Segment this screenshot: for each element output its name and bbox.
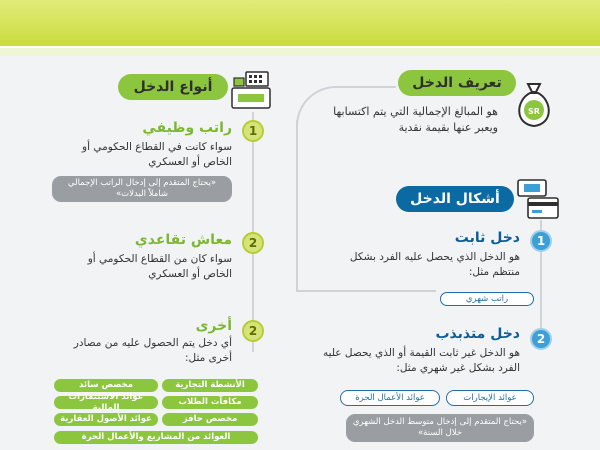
types-item-2-text: سواء كان من القطاع الحكومي أو الخاص أو العسكري — [87, 253, 232, 280]
forms-tag-monthly-salary: راتب شهري — [440, 292, 534, 306]
types-number-2: 2 — [242, 232, 264, 254]
forms-connector-1 — [296, 290, 436, 292]
bag-label: SR — [528, 107, 540, 116]
connector-line — [296, 120, 298, 290]
top-strip — [0, 48, 600, 56]
forms-item-1-text: هو الدخل الذي يحصل عليه الفرد بشكل منتظم مثل: — [349, 251, 520, 278]
forms-tag-rents: عوائد الإيجارات — [446, 390, 534, 406]
types-item-2-title: معاش تقاعدي — [134, 232, 232, 248]
types-tag-projects: العوائد من المشاريع والأعمال الحرة — [54, 431, 258, 444]
top-banner — [0, 0, 600, 52]
types-number-1: 1 — [242, 120, 264, 142]
definition-text: هو المبالغ الإجمالية التي يتم اكتسابها ويعبر عنها بقيمة نقدية — [333, 105, 498, 134]
forms-item-2-note: «يحتاج المتقدم إلى إدخال متوسط الدخل الشهري خلال السنة» — [346, 414, 534, 442]
forms-item-2-title: دخل متذبذب — [435, 326, 520, 342]
types-tag-students: مكافآت الطلاب — [162, 396, 258, 409]
types-number-3: 2 — [242, 320, 264, 342]
types-tag-realestate: عوائد الأصول العقارية — [54, 413, 158, 426]
forms-number-2: 2 — [530, 328, 552, 350]
types-item-1-title: راتب وظيفي — [142, 120, 232, 136]
money-bag-icon — [506, 76, 562, 132]
definition-heading-label: تعريف الدخل — [412, 75, 502, 91]
forms-item-2-text: هو الدخل غير ثابت القيمة أو الذي يحصل عليه الفرد بشكل غير شهري مثل: — [323, 347, 520, 374]
types-tag-hafiz: مخصص حافز — [162, 413, 258, 426]
types-item-3-text: أي دخل يتم الحصول عليه من مصادر أخرى مثل: — [73, 337, 232, 364]
types-tag-saned: مخصص سائد — [54, 379, 158, 392]
forms-number-1: 1 — [530, 230, 552, 252]
forms-heading — [396, 186, 514, 212]
types-heading — [118, 74, 228, 100]
types-item-1-text: سواء كانت في القطاع الحكومي أو الخاص أو العسكري — [82, 141, 232, 168]
forms-item-1-title: دخل ثابت — [454, 230, 520, 246]
cash-register-icon — [230, 70, 272, 112]
forms-heading-label: أشكال الدخل — [410, 191, 500, 207]
forms-tag-freelance: عوائد الأعمال الحرة — [340, 390, 440, 406]
types-tag-commercial: الأنشطة التجارية — [162, 379, 258, 392]
types-heading-label: أنواع الدخل — [133, 79, 213, 95]
types-tag-investments: عوائد الاستثمارات المالية — [54, 396, 158, 409]
cards-icon — [514, 178, 562, 224]
definition-heading — [398, 70, 516, 96]
types-item-3-title: أخرى — [195, 318, 232, 334]
connector-curve — [296, 86, 396, 138]
types-item-1-note: «يحتاج المتقدم إلى إدخال الراتب الإجمالي شاملاً البدلات» — [52, 176, 232, 202]
